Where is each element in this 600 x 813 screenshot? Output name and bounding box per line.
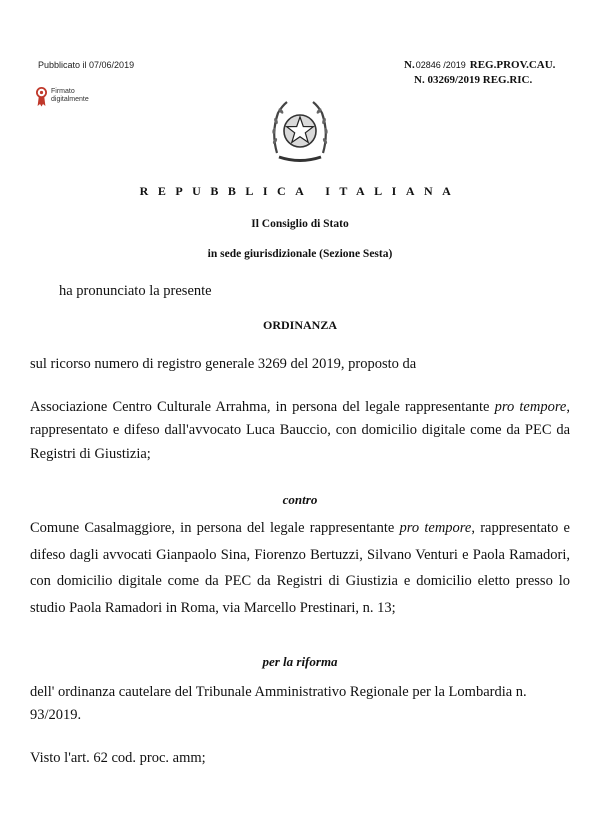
appellant-pro-tempore: pro tempore — [494, 399, 567, 415]
reg-prov-stamp: 02846 /2019 — [415, 60, 466, 70]
intro-line: ha pronunciato la presente — [59, 283, 212, 299]
visto-line: Visto l'art. 62 cod. proc. amm; — [30, 750, 206, 766]
reg-ric: N. 03269/2019 REG.RIC. — [414, 74, 533, 86]
publication-date: Pubblicato il 07/06/2019 — [38, 60, 135, 70]
document-type: ORDINANZA — [262, 318, 337, 332]
reg-prov-prefix: N. — [404, 59, 415, 71]
respondent-pro-tempore: pro tempore — [399, 520, 472, 536]
per-la-riforma-heading: per la riforma — [262, 654, 338, 669]
contro-heading: contro — [282, 492, 318, 507]
badge-line-2: digitalmente — [51, 96, 89, 103]
registry-numbers — [404, 58, 555, 88]
republic-heading: REPUBBLICA ITALIANA — [139, 184, 461, 198]
appellant-paragraph — [30, 396, 570, 466]
badge-line-1: Firmato — [51, 88, 75, 95]
signature-seal-icon — [36, 87, 47, 107]
appellant-text-1: Associazione Centro Culturale Arrahma, in persona del legale rappresentante — [30, 399, 495, 415]
object-paragraph: dell' ordinanza cautelare del Tribunale Amministrativo Regionale per la Lombardia n. 93/2019. — [30, 684, 527, 724]
ricorso-line: sul ricorso numero di registro generale 3269 del 2019, proposto da — [30, 356, 417, 372]
reg-prov-suffix: REG.PROV.CAU. — [469, 59, 556, 71]
italian-republic-emblem-icon — [269, 97, 331, 167]
appellant-text-2: , rappresentato e difeso dall'avvocato Luca Bauccio, con domicilio digitale come da PEC da Registri di Giustizia; — [30, 399, 570, 462]
respondent-paragraph — [30, 515, 570, 621]
court-name: Il Consiglio di Stato — [251, 218, 349, 230]
respondent-text-2: , rappresentato e difeso dagli avvocati Gianpaolo Sina, Fiorenzo Bertuzzi, Silvano Venturi e Paola Ramadori, con domicilio digitale come da PEC da Registri di Giustizia e domicilio eletto presso lo studio Paola Ramadori in Roma, via Marcello Prestinari, n. 13; — [30, 520, 570, 616]
reg-prov-cau — [404, 58, 555, 73]
court-section: in sede giurisdizionale (Sezione Sesta) — [207, 248, 393, 260]
digital-signature-badge — [36, 87, 89, 107]
respondent-text-1: Comune Casalmaggiore, in persona del legale rappresentante — [30, 520, 400, 536]
